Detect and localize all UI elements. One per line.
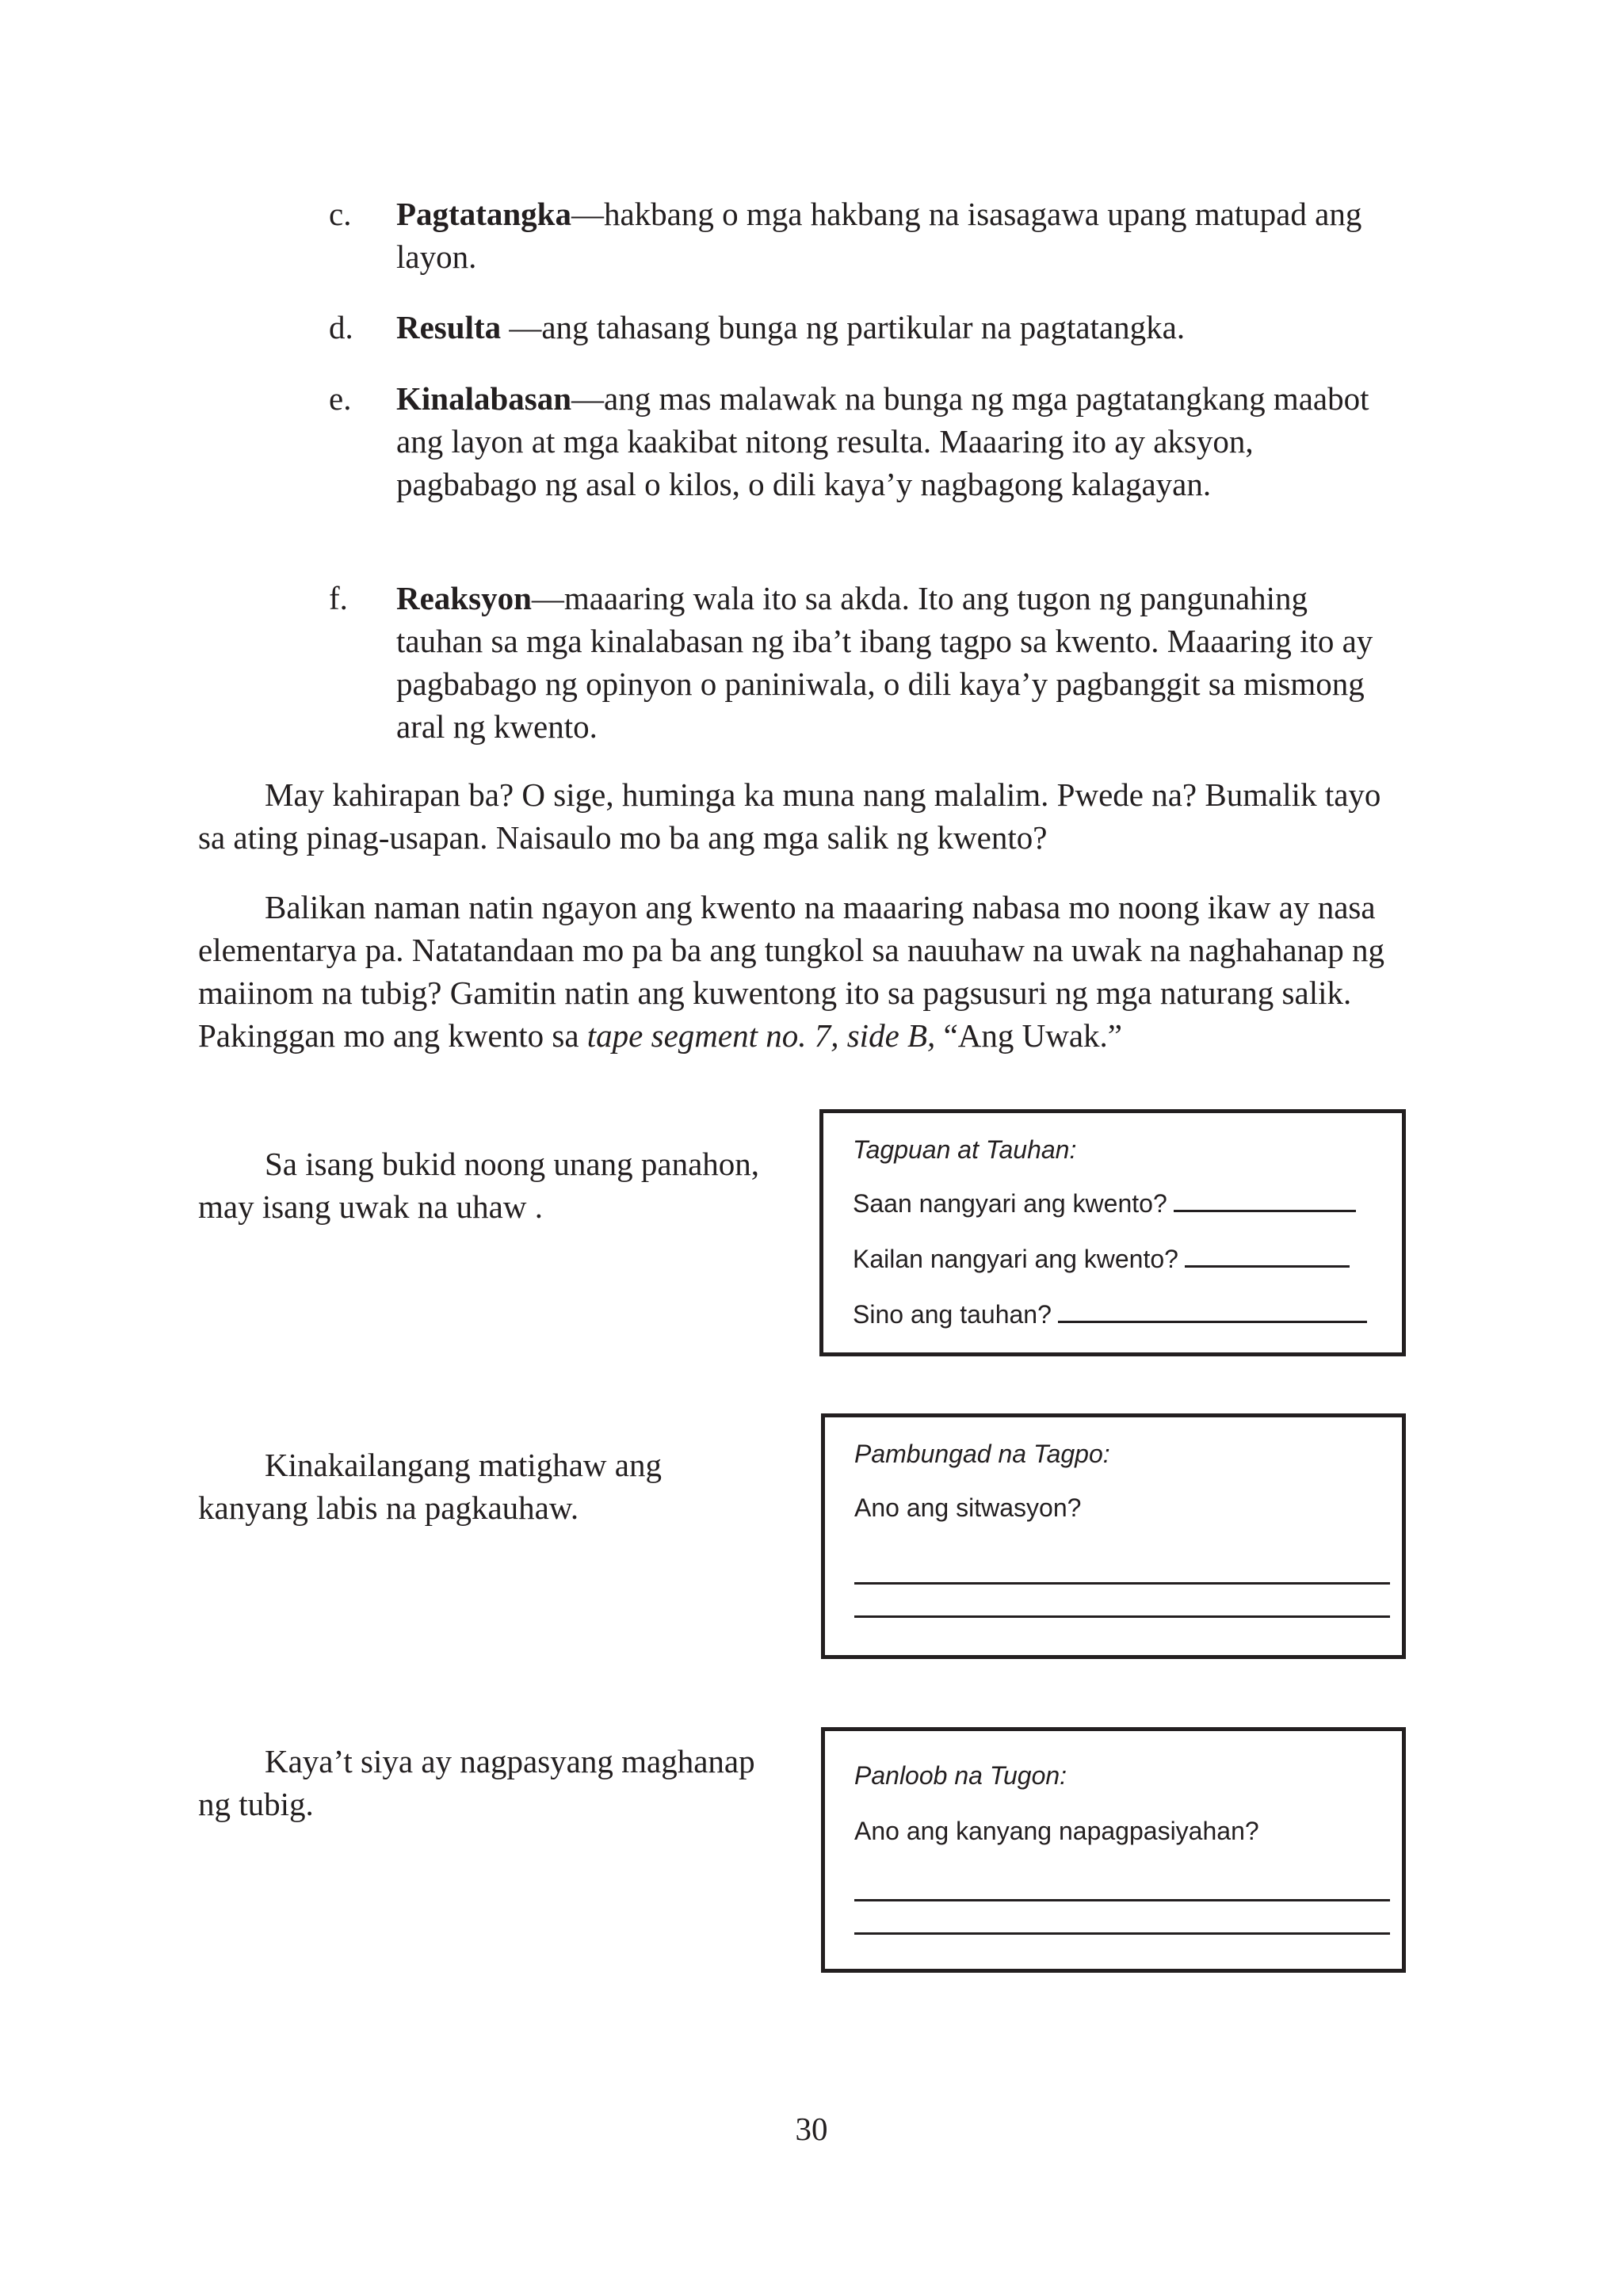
answer-line[interactable] [854,1932,1390,1935]
worksheet-box-initiating-event [821,1413,1406,1659]
list-term: Kinalabasan [396,380,572,417]
list-item-d [329,306,1383,349]
box-title: Pambungad na Tagpo: [854,1440,1110,1468]
list-definition: —maaaring wala ito sa akda. Ito ang tugon ng pangunahing tauhan sa mga kinalabasan ng iba’t ibang tagpo sa kwento. Maaaring ito ay pagbabago ng opinyon o paniniwala, o dili kaya’y pagbanggit sa mismong aral ng kwento. [396,580,1373,745]
worksheet-box-internal-response [821,1727,1406,1973]
list-definition: —ang tahasang bunga ng partikular na pagtatangka. [501,309,1186,345]
question-text: Saan nangyari ang kwento? [853,1189,1167,1218]
list-letter: c. [329,196,352,232]
answer-line[interactable] [854,1582,1390,1585]
paragraph-text: Balikan naman natin ngayon ang kwento na maaaring nabasa mo noong ikaw ay nasa elementarya pa. Natatandaan mo pa ba ang tungkol sa nauuhaw na uwak na naghahanap ng maiinom na tubig? Gamitin natin ang kuwentong ito sa pagsusuri ng mga naturang salik. Pakinggan mo ang kwento sa [198,889,1385,1054]
list-item-body [396,377,1383,505]
answer-blank[interactable] [1058,1300,1367,1323]
paragraph-story-intro [198,886,1403,1057]
answer-line[interactable] [854,1899,1390,1901]
list-term: Reaksyon [396,580,532,616]
list-item-body [396,306,1383,349]
tape-reference: tape segment no. 7, side B, [586,1017,936,1054]
list-definition: —hakbang o mga hakbang na isasagawa upang matupad ang layon. [396,196,1362,275]
question-when [853,1245,1350,1274]
list-letter: d. [329,309,353,345]
list-item-f [329,577,1383,748]
page-number: 30 [795,2111,828,2147]
list-term: Resulta [396,309,502,345]
answer-blank[interactable] [1185,1245,1350,1268]
box-title: Panloob na Tugon: [854,1761,1067,1790]
list-item-body [396,577,1383,748]
story-line-2: Kinakailangang matighaw ang kanyang labis na pagkauhaw. [198,1447,662,1526]
question-text: Kailan nangyari ang kwento? [853,1245,1178,1273]
answer-blank[interactable] [1174,1189,1356,1212]
box-title: Tagpuan at Tauhan: [853,1135,1077,1164]
question-text: Sino ang tauhan? [853,1300,1052,1329]
list-item-c [329,193,1383,278]
list-item-e [329,377,1383,505]
story-title: “Ang Uwak.” [935,1017,1122,1054]
list-letter: f. [329,580,348,616]
answer-line[interactable] [854,1615,1390,1618]
story-line-1: Sa isang bukid noong unang panahon, may isang uwak na uhaw . [198,1146,760,1225]
list-letter: e. [329,380,352,417]
list-item-body [396,193,1383,278]
list-term: Pagtatangka [396,196,571,232]
worksheet-box-setting [819,1109,1406,1356]
box-question: Ano ang kanyang napagpasiyahan? [854,1817,1259,1845]
list-definition: —ang mas malawak na bunga ng mga pagtatangkang maabot ang layon at mga kaakibat nitong resulta. Maaaring ito ay aksyon, pagbabago ng asal o kilos, o dili kaya’y nagbagong kalagayan. [396,380,1369,502]
question-where [853,1189,1356,1219]
story-line-3: Kaya’t siya ay nagpasyang maghanap ng tubig. [198,1743,755,1822]
paragraph-intro: May kahirapan ba? O sige, huminga ka muna nang malalim. Pwede na? Bumalik tayo sa ating pinag-usapan. Naisaulo mo ba ang mga salik ng kwento? [198,776,1381,856]
box-question: Ano ang sitwasyon? [854,1493,1082,1522]
question-who [853,1300,1367,1329]
